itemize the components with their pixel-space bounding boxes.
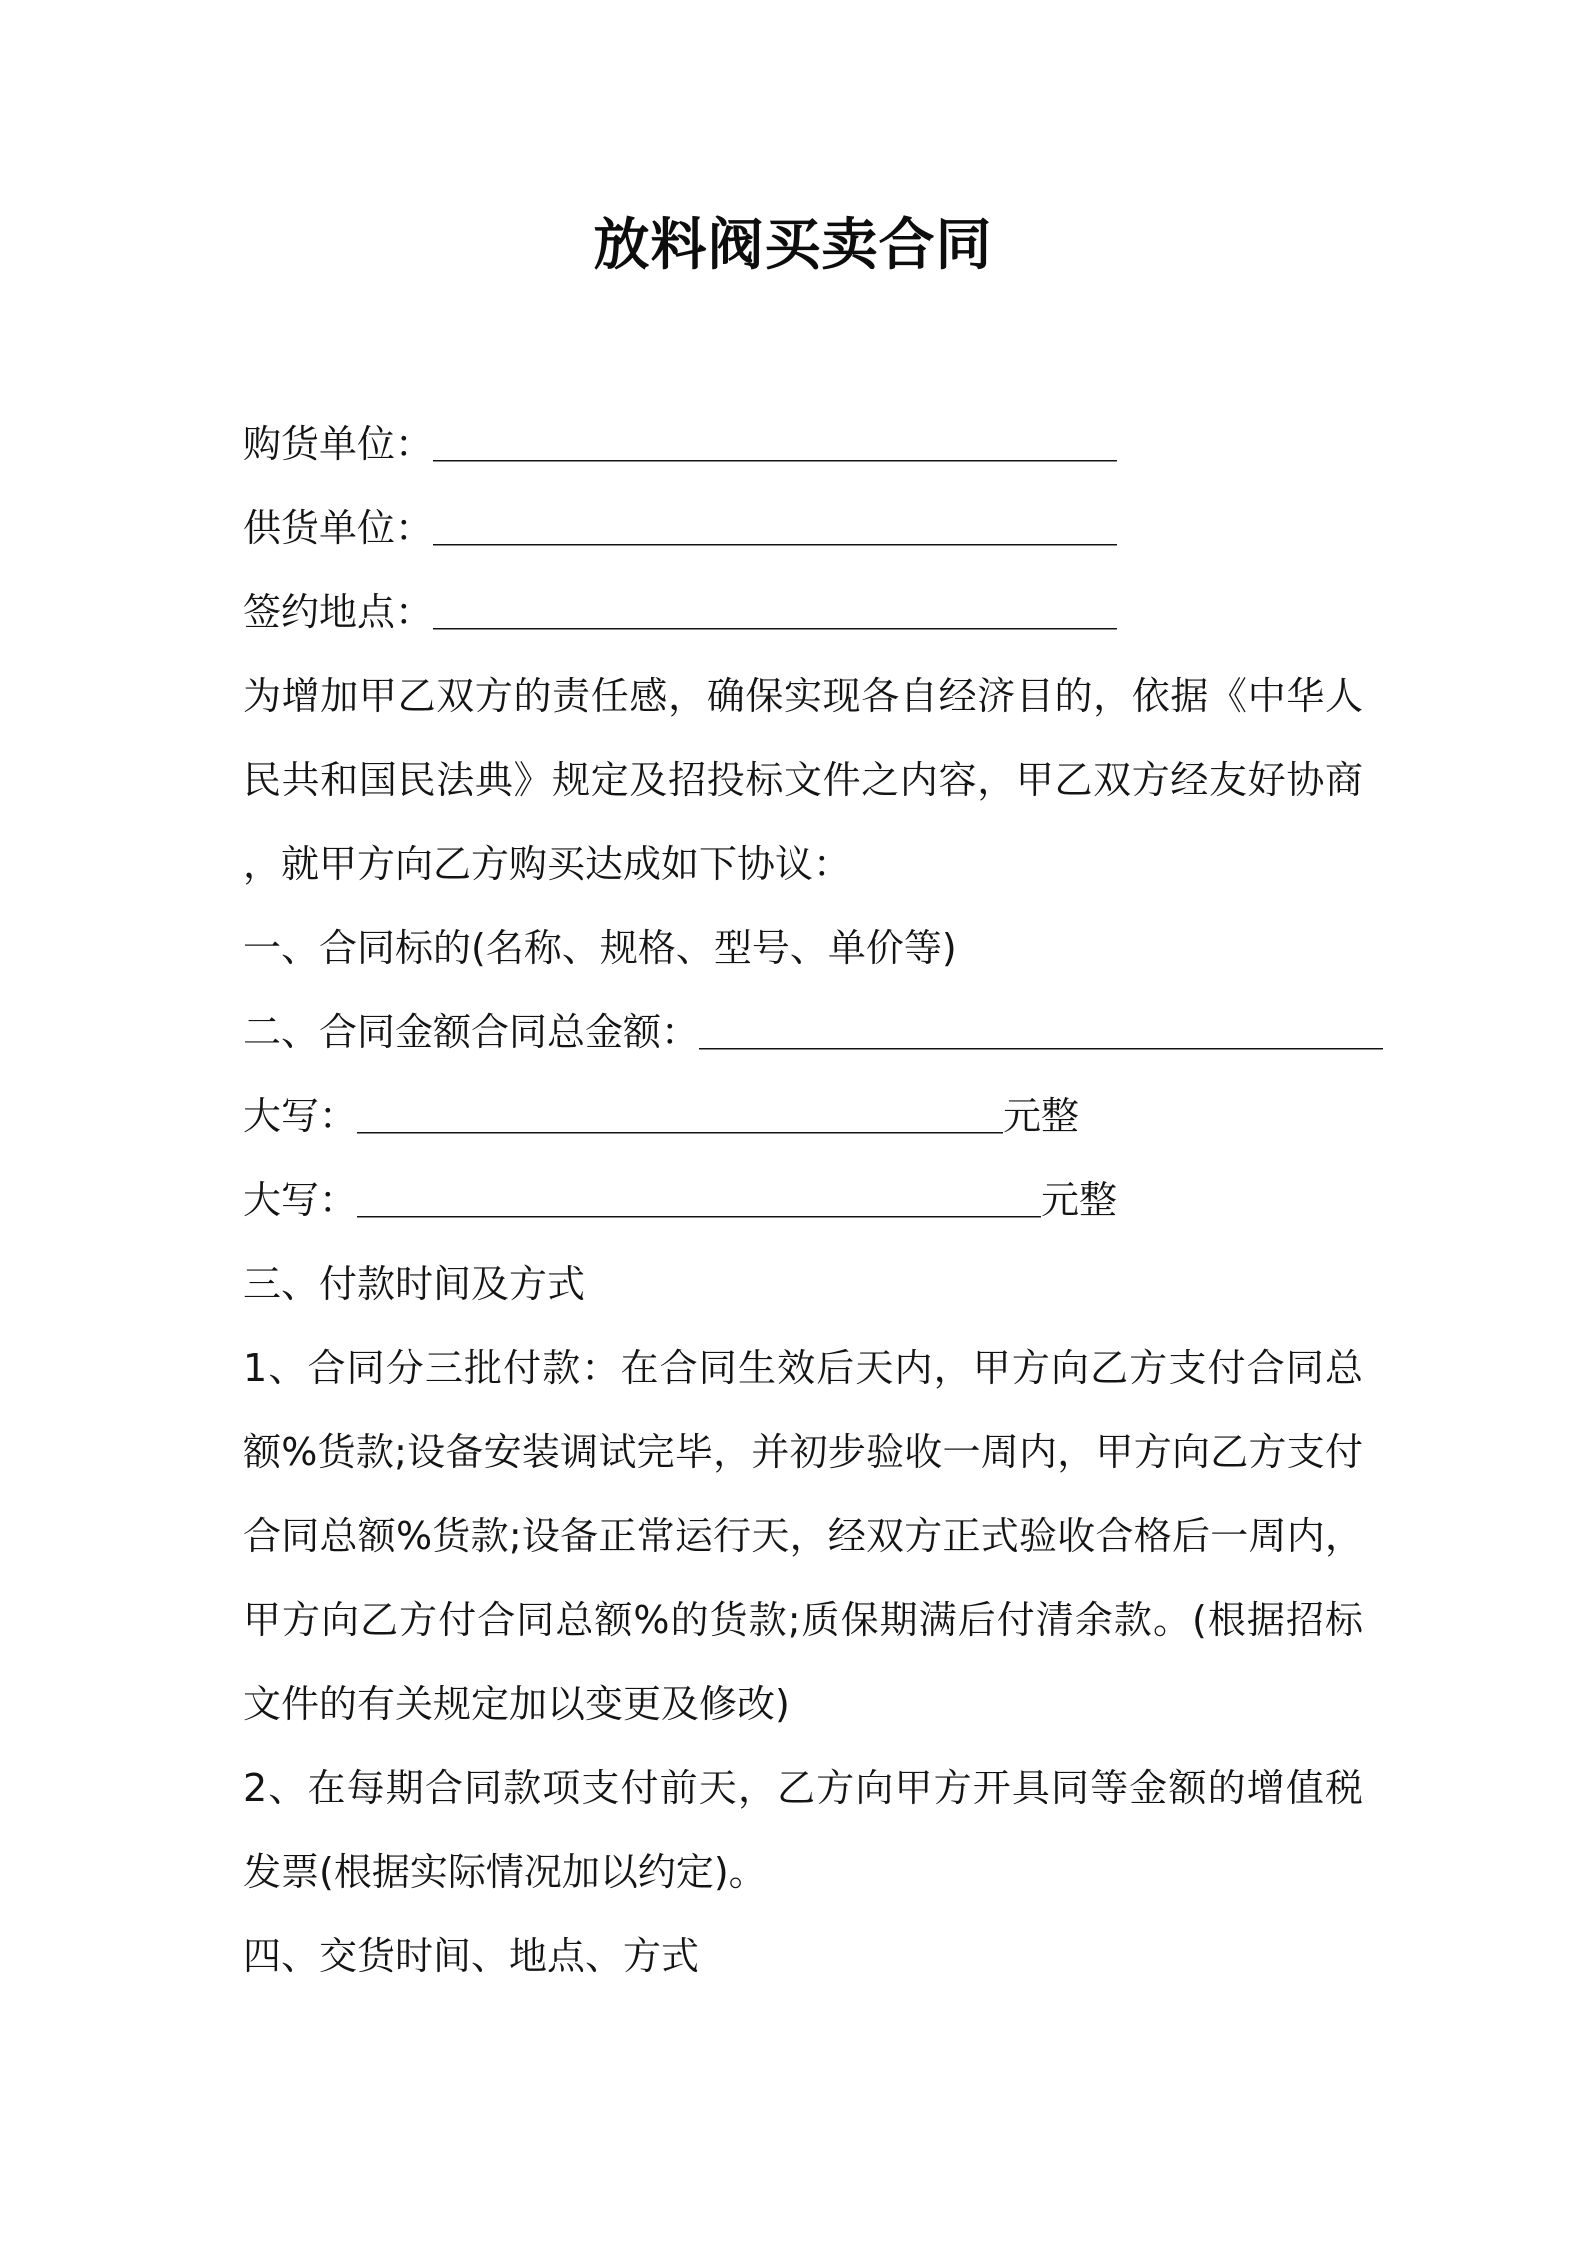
amount-in-words-2: 大写：＿＿＿＿＿＿＿＿＿＿＿＿＿＿＿＿＿＿元整: [243, 1178, 1118, 1222]
contract-body: [243, 402, 1384, 1998]
payment-clause-1: 1、合同分三批付款：在合同生效后天内，甲方向乙方支付合同总额%货款;设备安装调试完毕，并初步验收一周内，甲方向乙方支付合同总额%货款;设备正常运行天，经双方正式验收合格后一周内，甲方向乙方付合同总额%的货款;质保期满后付清余款。(根据招标文件的有关规定加以变更及修改): [243, 1346, 1363, 1726]
section-heading-1: 一、合同标的(名称、规格、型号、单价等): [243, 926, 957, 970]
page-title: 放料阀买卖合同: [593, 213, 993, 278]
section-heading-2: 二、合同金额合同总金额：＿＿＿＿＿＿＿＿＿＿＿＿＿＿＿＿＿＿: [243, 1010, 1384, 1054]
amount-in-words-1: 大写：＿＿＿＿＿＿＿＿＿＿＿＿＿＿＿＿＿元整: [243, 1094, 1080, 1138]
signing-place-field: 签约地点：＿＿＿＿＿＿＿＿＿＿＿＿＿＿＿＿＿＿: [243, 590, 1118, 634]
payment-clause-2: 2、在每期合同款项支付前天，乙方向甲方开具同等金额的增值税发票(根据实际情况加以约定)。: [243, 1766, 1363, 1894]
section-heading-4: 四、交货时间、地点、方式: [243, 1934, 700, 1978]
intro-paragraph: 为增加甲乙双方的责任感，确保实现各自经济目的，依据《中华人民共和国民法典》规定及招投标文件之内容，甲乙双方经友好协商，就甲方向乙方购买达成如下协议：: [243, 674, 1363, 886]
buyer-field: 购货单位：＿＿＿＿＿＿＿＿＿＿＿＿＿＿＿＿＿＿: [243, 422, 1118, 466]
section-heading-3: 三、付款时间及方式: [243, 1262, 586, 1306]
supplier-field: 供货单位：＿＿＿＿＿＿＿＿＿＿＿＿＿＿＿＿＿＿: [243, 506, 1118, 550]
